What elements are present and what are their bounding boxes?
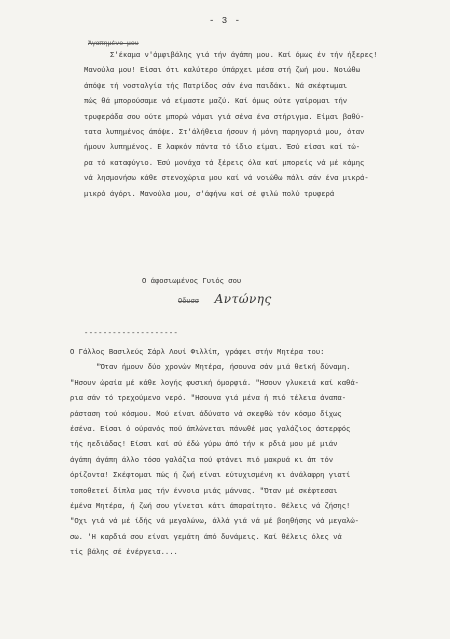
- article-line: τής ηεδιάδας! Είσαι καί σύ έδώ γύρω άπό τήν κ ρδιά μου μέ μιάν: [70, 441, 338, 450]
- article-line: όρίζοντα! Σκέφτομαι πώς ή ζωή είναι εύτυχισμένη κι άνάλαφρη γιατί: [70, 472, 351, 481]
- page-number: - 3 -: [208, 16, 241, 26]
- article-line: "Όταν ήμουν δύο χρονών Μητέρα, ήσουνα σάν μιά θεϊκή δύναμη.: [96, 364, 351, 373]
- letter-line: άπόψε τή νοσταλγία τής Πατρίδος σάν ένα παιδάκι. Νά σκέφτωμαι: [84, 82, 348, 91]
- article-line: τοποθετεί δίπλα μας τήν έννοια μιάς μάννας. "Όταν μέ σκέφτεσαι: [70, 487, 338, 496]
- article-line: σω. 'Η καρδιά σου είναι γεμάτη άπό δυνάμεις. Καί θέλεις όλες νά: [70, 533, 342, 542]
- handwritten-signature: Αντώνης: [214, 292, 272, 306]
- article-line: "Ησουν ώραία μέ κάθε λογής φυσική όμορφιά. "Ησουν γλυκειά καί καθά-: [70, 379, 359, 388]
- letter-line: τατα λυπημένος άπόψε. Στ'άλήθεια ήσουν ή μόνη παρηγοριά μου, όταν: [84, 129, 365, 138]
- article-body: [70, 346, 442, 562]
- letter-line: μικρό άγόρι. Μανούλα μου, σ'άφήνω καί σέ φιλώ πολύ τρυφερά: [84, 190, 335, 199]
- letter-line: πώς θά μπορούσαμε νά είμαστε μαζύ. Καί όμως ούτε γαίρομαι τήν: [84, 98, 348, 107]
- struck-heading: Άγαπημένο μου: [88, 40, 139, 47]
- letter-line: ρα τό καταφύγιο. Έσύ μονάχα τά ξέρεις όλα καί μπορείς νά μέ κάμης: [84, 159, 365, 168]
- article-line: τίς βάλης σέ ένέργεια....: [70, 549, 178, 558]
- section-separator: --------------------: [84, 330, 179, 338]
- letter-line: τρυφεράδα σου ούτε μπορώ νάμαι γιά σένα ένα στήριγμα. Είμαι βαθύ-: [84, 113, 365, 122]
- letter-body: [84, 49, 440, 203]
- article-line: "Οχι γιά νά μέ ίδής νά μεγαλώνω, άλλά γιά νά μέ βοηθήσης νά μεγαλώ-: [70, 518, 359, 527]
- article-line: έμένα Μητέρα, ή ζωή σου γίνεται κάτι άπαραίτητο. Θέλεις νά ζήσης!: [70, 503, 351, 512]
- letter-line: νά λησμονήσω κάθε στενοχώρια μου καί νά νοιώθω πάλι σάν ένα μικρά-: [84, 175, 369, 184]
- letter-line: ήμουν λυπημένος. Ε λαφκόν πάντα τό ίδιο είμαι. Έσύ είσαι καί τώ-: [84, 144, 361, 153]
- article-line: ρια σάν τό τρεχούμενο νερό. "Ησουνα γιά μένα ή πιό τέλεια άναπα-: [70, 395, 347, 404]
- article-line: Ο Γάλλος Βασιλεύς Σάρλ Λουί Φιλλίπ, γράφει στήν Μητέρα του:: [70, 349, 325, 357]
- article-line: ράσταση τού κόσμου. Μού είναι άδύνατο νά σκεφθώ τόν κόσμο δίχως: [70, 410, 342, 419]
- letter-line: Σ'έκαμα ν'άμφιβάλης γιά τήν άγάπη μου. Καί όμως έν τήν ήξερες!: [110, 52, 378, 60]
- struck-signature: Οδυσσ: [178, 298, 200, 306]
- signature-block: [178, 290, 272, 308]
- letter-closing: Ο άφοσιωμένος Γυιός σου: [142, 278, 242, 286]
- article-line: άγάπη άγάπη άλλο τόσο γαλάζια πού φτάνει πιό μακρυά κι άπ τόν: [70, 456, 334, 465]
- article-line: έσένα. Είσαι ό ούρανός πού άπλώνεται πάνωθέ μας γαλάζιος άστερφός: [70, 426, 351, 435]
- letter-line: Μανούλα μου! Είσαι ότι καλύτερο ύπάρχει μέσα στή ζωή μου. Νοιώθω: [84, 67, 361, 76]
